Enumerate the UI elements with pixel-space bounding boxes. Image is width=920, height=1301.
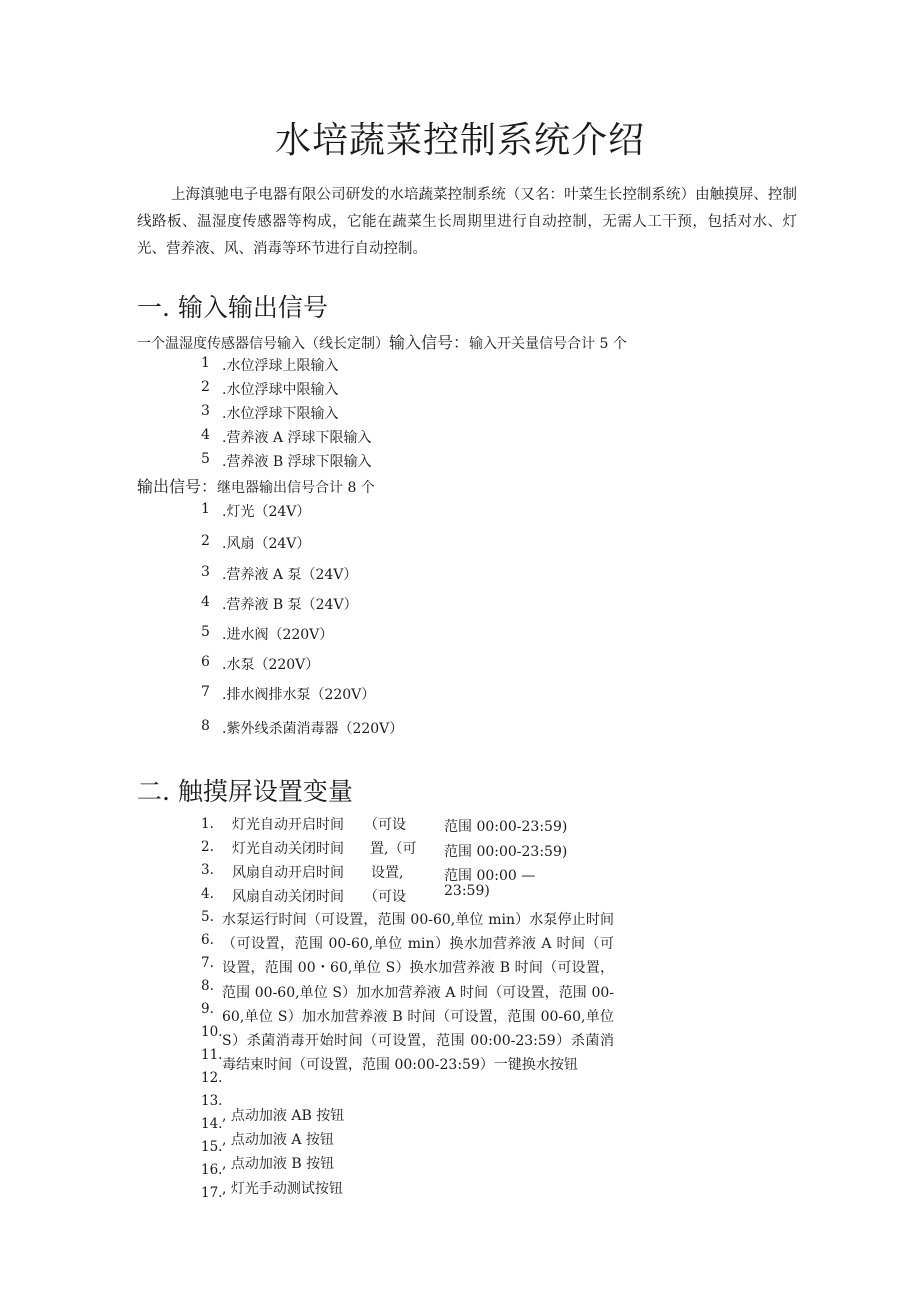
- sensor-line: 一个温湿度传感器信号输入（线长定制）: [137, 336, 389, 352]
- input-signal-desc: 输入开关量信号合计 5 个: [469, 336, 627, 352]
- setting-num: 4.: [201, 886, 214, 902]
- output-item: .水泵（220V）: [222, 657, 320, 673]
- setting-num: 12.: [201, 1070, 223, 1086]
- setting-num: 14.: [201, 1116, 223, 1132]
- setting-name: 风扇自动开启时间: [232, 865, 344, 881]
- output-signal-line: [137, 474, 375, 497]
- setting-range: 范围 00:00-23:59): [444, 844, 568, 860]
- input-item: .营养液 A 浮球下限输入: [222, 430, 372, 446]
- input-num: 4: [201, 427, 210, 443]
- setting-num: 13.: [201, 1093, 223, 1109]
- output-signal-label: 输出信号：: [137, 477, 218, 496]
- setting-num: 9.: [201, 1001, 214, 1017]
- setting-num: 2.: [201, 839, 214, 855]
- page-title: 水培蔬菜控制系统介绍: [274, 120, 645, 161]
- setting-num: 3.: [201, 862, 214, 878]
- input-num: 3: [201, 403, 210, 419]
- output-num: 8: [201, 718, 210, 734]
- setting-num: 8.: [201, 978, 214, 994]
- button-item-light-test: , 灯光手动测试按钮: [222, 1181, 343, 1197]
- input-item: .水位浮球上限输入: [222, 358, 339, 374]
- setting-num: 17.: [201, 1185, 223, 1201]
- output-item: .进水阀（220V）: [222, 627, 334, 643]
- output-item: .灯光（24V）: [222, 504, 311, 520]
- output-item: .营养液 A 泵（24V）: [222, 567, 358, 583]
- intro-paragraph: 上海滇驰电子电器有限公司研发的水培蔬菜控制系统（又名：叶菜生长控制系统）由触摸屏、控制线路板、温湿度传感器等构成，它能在蔬菜生长周期里进行自动控制，无需人工干预，包括对水、灯光、营养液、风、消毒等环节进行自动控制。: [137, 187, 797, 257]
- setting-num: 7.: [201, 955, 214, 971]
- output-item: .营养液 B 泵（24V）: [222, 597, 358, 613]
- input-signal-line: [137, 330, 627, 353]
- output-signal-desc: 继电器输出信号合计 8 个: [217, 480, 375, 496]
- setting-name: 灯光自动关闭时间: [232, 841, 344, 857]
- setting-name: 灯光自动开启时间: [232, 817, 344, 833]
- output-item: .风扇（24V）: [222, 536, 311, 552]
- section2-heading: 二. 触摸屏设置变量: [137, 777, 353, 806]
- setting-num: 6.: [201, 932, 214, 948]
- input-signal-label: 输入信号：: [389, 333, 470, 352]
- setting-num: 5.: [201, 909, 214, 925]
- setting-note: （可设: [364, 889, 406, 905]
- output-num: 3: [201, 564, 210, 580]
- output-num: 4: [201, 594, 210, 610]
- output-num: 1: [201, 501, 210, 517]
- setting-num: 10.: [201, 1024, 223, 1040]
- output-item: .紫外线杀菌消毒器（220V）: [222, 721, 404, 737]
- section1-heading: 一. 输入输出信号: [137, 293, 328, 322]
- setting-num: 15.: [201, 1139, 223, 1155]
- input-num: 2: [201, 379, 210, 395]
- setting-name: 风扇自动关闭时间: [232, 889, 344, 905]
- output-num: 7: [201, 684, 210, 700]
- input-num: 1: [201, 355, 210, 371]
- input-item: .营养液 B 浮球下限输入: [222, 454, 372, 470]
- button-item-ab: , 点动加液 AB 按钮: [222, 1108, 345, 1124]
- settings-paragraph: 水泵运行时间（可设置，范围 00-60,单位 min）水泵停止时间（可设置，范围 00-60,单位 min）换水加营养液 A 时间（可设置，范围 00・60,单位 S）换水加营养液 B 时间（可设置，范围 00-60,单位 S）加水加营养液 A 时间（可设置，范围 00-60,单位 S）加水加营养液 B 时间（可设置，范围 00-60,单位 S）杀菌消毒开始时间（可设置，范围 00:00-23:59）杀菌消毒结束时间（可设置，范围 00:00-23:59）一键换水按钮: [222, 912, 614, 1074]
- setting-note: 设置,: [371, 865, 404, 881]
- setting-note: 置,（可: [370, 841, 417, 857]
- input-item: .水位浮球下限输入: [222, 406, 339, 422]
- output-num: 2: [201, 533, 210, 549]
- setting-num: 1.: [201, 816, 214, 832]
- setting-num: 16.: [201, 1162, 223, 1178]
- setting-note: （可设: [364, 817, 406, 833]
- input-item: .水位浮球中限输入: [222, 382, 339, 398]
- output-item: .排水阀排水泵（220V）: [222, 687, 376, 703]
- setting-range: 范围 00:00 —: [444, 868, 536, 884]
- button-item-a: , 点动加液 A 按钮: [222, 1132, 334, 1148]
- setting-num: 11.: [201, 1047, 223, 1063]
- setting-range: 范围 00:00-23:59): [444, 819, 568, 835]
- output-num: 6: [201, 654, 210, 670]
- setting-range: 23:59): [444, 883, 490, 899]
- output-num: 5: [201, 624, 210, 640]
- button-item-b: , 点动加液 B 按钮: [222, 1156, 335, 1172]
- input-num: 5: [201, 451, 210, 467]
